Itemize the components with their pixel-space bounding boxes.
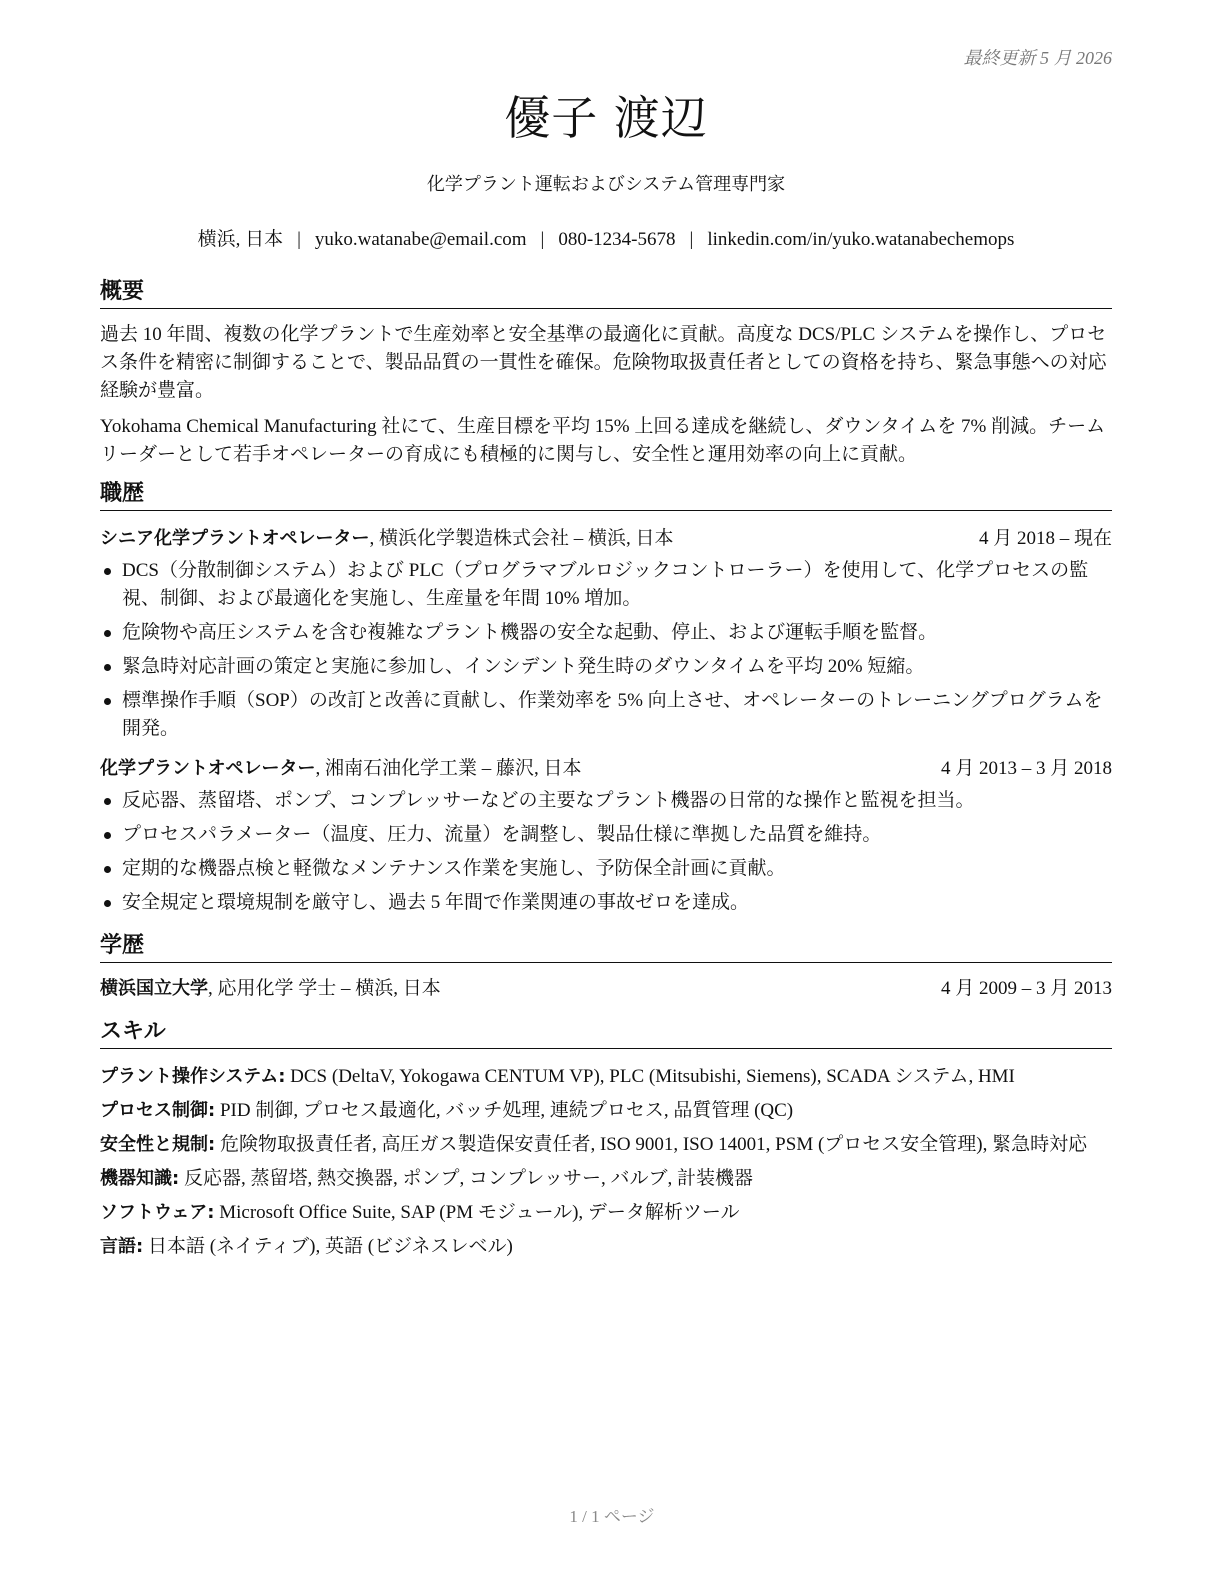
experience-heading: 職歴 xyxy=(100,480,1112,511)
contact-line xyxy=(100,224,1112,251)
contact-separator: | xyxy=(689,229,694,250)
contact-separator: | xyxy=(540,229,545,250)
skill-label: 機器知識: xyxy=(100,1168,180,1189)
job-title: 化学プラントオペレーター xyxy=(100,758,316,779)
skill-label: プラント操作システム: xyxy=(100,1066,286,1087)
job-bullets xyxy=(100,787,1112,917)
contact-email[interactable]: yuko.watanabe@email.com xyxy=(314,229,527,250)
contact-separator: | xyxy=(297,229,301,250)
bullet-item: 安全規定と環境規制を厳守し、過去 5 年間で作業関連の事故ゼロを達成。 xyxy=(100,889,1112,917)
education-heading: 学歴 xyxy=(100,932,1112,963)
skill-label: 言語: xyxy=(100,1236,144,1257)
degree-detail: , 応用化学 学士 – 横浜, 日本 xyxy=(208,978,441,999)
candidate-name: 優子 渡辺 xyxy=(504,91,708,145)
summary-heading: 概要 xyxy=(100,278,1112,309)
skill-row xyxy=(100,1097,1112,1125)
bullet-item: 緊急時対応計画の策定と実施に参加し、インシデント発生時のダウンタイムを平均 20% 短縮。 xyxy=(100,653,1112,681)
skill-row xyxy=(100,1165,1112,1193)
contact-phone: 080-1234-5678 xyxy=(558,229,676,250)
job-bullets xyxy=(100,557,1112,743)
summary-section xyxy=(100,278,1112,469)
skill-value: 危険物取扱責任者, 高圧ガス製造保安責任者, ISO 9001, ISO 14001, PSM (プロセス安全管理), 緊急時対応 xyxy=(215,1134,1088,1155)
bullet-item: DCS（分散制御システム）および PLC（プログラマブルロジックコントローラー）を使用して、化学プロセスの監視、制御、および最適化を実施し、生産量を年間 10% 増加。 xyxy=(100,557,1112,613)
bullet-item: 反応器、蒸留塔、ポンプ、コンプレッサーなどの主要なプラント機器の日常的な操作と監視を担当。 xyxy=(100,787,1112,815)
skill-value: 反応器, 蒸留塔, 熱交換器, ポンプ, コンプレッサー, バルブ, 計装機器 xyxy=(179,1168,754,1189)
bullet-item: 定期的な機器点検と軽微なメンテナンス作業を実施し、予防保全計画に貢献。 xyxy=(100,855,1112,883)
bullet-item: 標準操作手順（SOP）の改訂と改善に貢献し、作業効率を 5% 向上させ、オペレーターのトレーニングプログラムを開発。 xyxy=(100,687,1112,743)
summary-paragraph: Yokohama Chemical Manufacturing 社にて、生産目標を平均 15% 上回る達成を継続し、ダウンタイムを 7% 削減。チームリーダーとして若手オペレーターの育成にも積極的に関与し、安全性と運用効率の向上に貢献。 xyxy=(100,416,1106,465)
skill-value: PID 制御, プロセス最適化, バッチ処理, 連続プロセス, 品質管理 (QC) xyxy=(215,1100,794,1121)
contact-location: 横浜, 日本 xyxy=(197,229,284,250)
education-dates: 4 月 2009 – 3 月 2013 xyxy=(940,978,1112,999)
skill-row xyxy=(100,1199,1112,1227)
skill-value: DCS (DeltaV, Yokogawa CENTUM VP), PLC (Mitsubishi, Siemens), SCADA システム, HMI xyxy=(285,1066,1015,1087)
skill-row xyxy=(100,1233,1112,1261)
job-dates: 4 月 2018 – 現在 xyxy=(978,528,1112,549)
page-indicator: 1 / 1 ページ xyxy=(569,1507,655,1526)
skill-row xyxy=(100,1063,1112,1091)
headline: 化学プラント運転およびシステム管理専門家 xyxy=(426,174,786,195)
job-org: , 湘南石油化学工業 – 藤沢, 日本 xyxy=(315,758,582,779)
summary-paragraph: 過去 10 年間、複数の化学プラントで生産効率と安全基準の最適化に貢献。高度な DCS/PLC システムを操作し、プロセス条件を精密に制御することで、製品品質の一貫性を確保。危険物取扱責任者としての資格を持ち、緊急事態への対応経験が豊富。 xyxy=(100,324,1107,401)
job-header xyxy=(100,525,1112,553)
skill-label: 安全性と規制: xyxy=(100,1134,216,1155)
job-title: シニア化学プラントオペレーター xyxy=(100,528,370,549)
skill-value: 日本語 (ネイティブ), 英語 (ビジネスレベル) xyxy=(143,1236,513,1257)
education-section xyxy=(100,932,1112,1003)
experience-section xyxy=(100,480,1112,923)
skill-row xyxy=(100,1131,1112,1159)
education-entry xyxy=(100,975,1112,1003)
skill-label: ソフトウェア: xyxy=(100,1202,215,1223)
skill-label: プロセス制御: xyxy=(100,1100,216,1121)
job-dates: 4 月 2013 – 3 月 2018 xyxy=(940,758,1112,779)
bullet-item: 危険物や高圧システムを含む複雑なプラント機器の安全な起動、停止、および運転手順を監督。 xyxy=(100,619,1112,647)
skills-section xyxy=(100,1018,1112,1261)
school-name: 横浜国立大学 xyxy=(100,978,208,999)
skill-value: Microsoft Office Suite, SAP (PM モジュール), データ解析ツール xyxy=(214,1202,740,1223)
job-header xyxy=(100,755,1112,783)
job-org: , 横浜化学製造株式会社 – 横浜, 日本 xyxy=(369,528,674,549)
contact-linkedin[interactable]: linkedin.com/in/yuko.watanabechemops xyxy=(707,229,1015,250)
skills-heading: スキル xyxy=(100,1018,1112,1049)
bullet-item: プロセスパラメーター（温度、圧力、流量）を調整し、製品仕様に準拠した品質を維持。 xyxy=(100,821,1112,849)
last-updated: 最終更新 5 月 2026 xyxy=(963,48,1112,68)
